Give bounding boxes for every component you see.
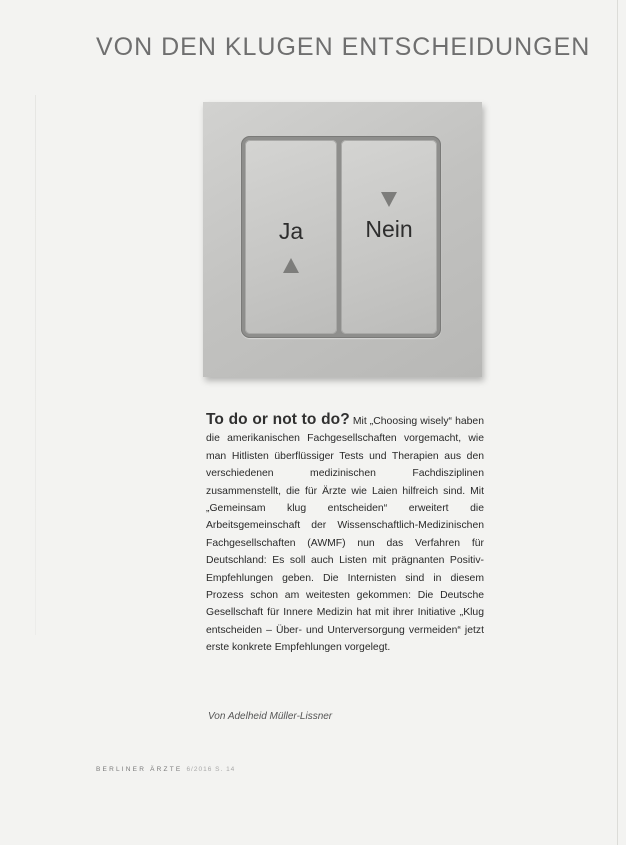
page-edge (617, 0, 618, 845)
switch-label-nein: Nein (365, 216, 413, 242)
byline: Von Adelheid Müller-Lissner (208, 711, 333, 722)
article-intro (206, 411, 484, 657)
switch-label-ja: Ja (278, 218, 304, 244)
switch-frame (241, 136, 441, 338)
arrow-up-icon (283, 258, 299, 273)
footer-publication: BERLINER ÄRZTE (96, 766, 183, 773)
light-switch-photo (203, 102, 482, 377)
article-lede: To do or not to do? (206, 411, 350, 428)
page-footer (96, 766, 235, 773)
switch-rocker-nein (341, 140, 437, 334)
page-title: VON DEN KLUGEN ENTSCHEIDUNGEN (96, 33, 591, 61)
switch-rocker-ja (245, 140, 337, 334)
arrow-down-icon (381, 192, 397, 207)
footer-issue: 6/2016 S. 14 (186, 766, 236, 773)
article-body: Mit „Choosing wisely“ haben die amerikanischen Fachgesellschaften vorgemacht, wie man Hitlisten überflüssiger Tests und Therapien aus den verschiedenen medizinischen Fachdisziplinen zusammenstellt, die für Ärzte wie Laien hilfreich sind. Mit „Gemeinsam klug entscheiden“ erweitert die Arbeitsgemeinschaft der Wissenschaftlich-Medizinischen Fachgesellschaften (AWMF) nun das Verfahren für Deutschland: Es soll auch Listen mit prägnanten Positiv-Empfehlungen geben. Die Internisten sind in diesem Prozess schon am weitesten gekommen: Die Deutsche Gesellschaft für Innere Medizin hat mit ihrer Initiative „Klug entscheiden – Über- und Unterversorgung vermeiden“ jetzt erste konkrete Empfehlungen vorgelegt. (206, 416, 484, 654)
page-edge (35, 95, 36, 635)
